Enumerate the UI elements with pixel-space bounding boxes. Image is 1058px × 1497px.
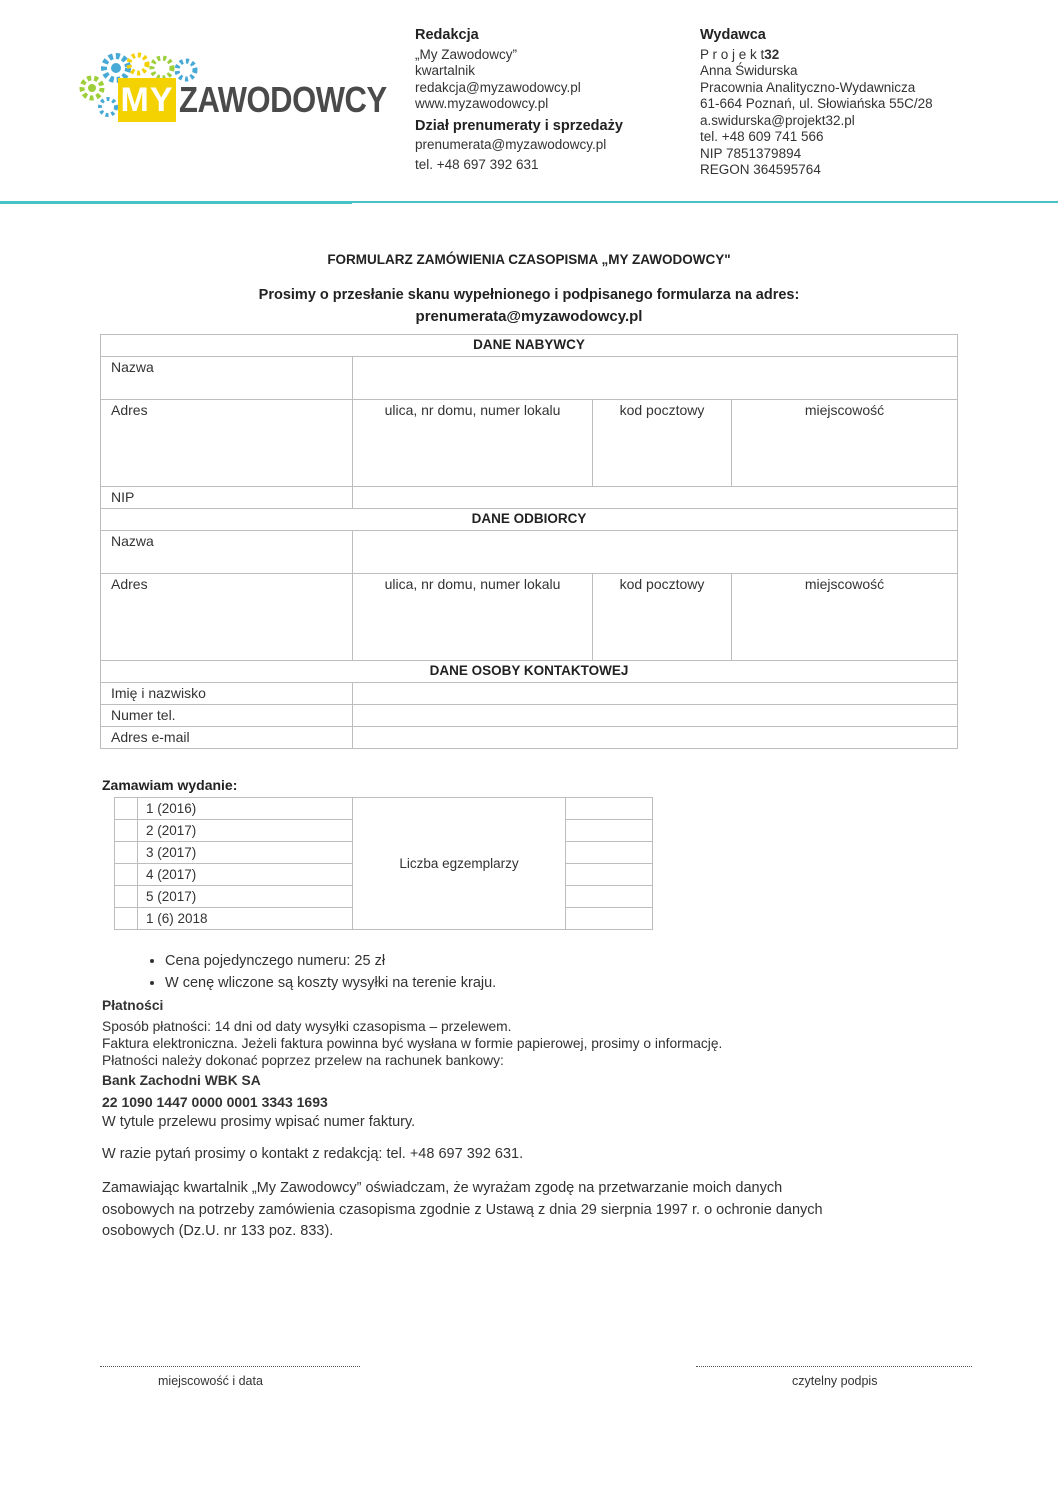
redakcja-block xyxy=(415,27,623,173)
wydawca-brand xyxy=(700,47,933,64)
wydawca-line: NIP 7851379894 xyxy=(700,145,802,161)
price-notes xyxy=(110,950,496,994)
redakcja-line: www.myzawodowcy.pl xyxy=(415,96,549,111)
order-form-table xyxy=(100,334,958,749)
issue-label: 1 (6) 2018 xyxy=(138,908,353,930)
section-odbiorca: DANE ODBIORCY xyxy=(101,509,958,531)
consent-line: osobowych (Dz.U. nr 133 poz. 833). xyxy=(102,1223,334,1239)
issue-label: 4 (2017) xyxy=(138,864,353,886)
redakcja-line: redakcja@myzawodowcy.pl xyxy=(415,79,581,95)
issue-checkbox[interactable] xyxy=(115,864,138,886)
list-item: • Cena pojedynczego numeru: 25 zł xyxy=(165,950,496,972)
copies-field[interactable] xyxy=(566,908,653,930)
copies-field[interactable] xyxy=(566,820,653,842)
tel-field[interactable] xyxy=(353,705,958,727)
wydawca-line: 61-664 Poznań, ul. Słowiańska 55C/28 xyxy=(700,96,933,111)
odbiorca-miejscowosc-field[interactable]: miejscowość xyxy=(732,574,958,661)
dzial-heading: Dział prenumeraty i sprzedaży xyxy=(415,117,623,134)
logo xyxy=(78,52,387,124)
label-nazwa: Nazwa xyxy=(101,357,353,400)
copies-field[interactable] xyxy=(566,864,653,886)
label-adres: Adres xyxy=(101,400,353,487)
payment-title-note: W tytule przelewu prosimy wpisać numer faktury. xyxy=(102,1114,416,1130)
consent-line: Zamawiając kwartalnik „My Zawodowcy” oświadczam, że wyrażam zgodę na przetwarzanie moich danych xyxy=(102,1180,783,1196)
wydawca-line: Anna Świdurska xyxy=(700,63,798,78)
label-email: Adres e-mail xyxy=(101,727,353,749)
redakcja-heading: Redakcja xyxy=(415,27,479,43)
issue-label: 2 (2017) xyxy=(138,820,353,842)
label-tel: Numer tel. xyxy=(101,705,353,727)
wydawca-line: tel. +48 609 741 566 xyxy=(700,129,824,144)
logo-name: ZAWODOWCY xyxy=(179,79,387,120)
wydawca-block xyxy=(700,27,933,179)
brand-num: 32 xyxy=(764,46,780,62)
nabywca-nazwa-field[interactable] xyxy=(353,357,958,400)
subtitle: Prosimy o przesłanie skanu wypełnionego i podpisanego formularza na adres: xyxy=(258,287,800,303)
wydawca-heading: Wydawca xyxy=(700,27,766,43)
nabywca-ulica-field[interactable]: ulica, nr domu, numer lokalu xyxy=(353,400,593,487)
dzial-line: prenumerata@myzawodowcy.pl xyxy=(415,137,607,152)
wydawca-line: a.swidurska@projekt32.pl xyxy=(700,112,855,128)
copies-field[interactable] xyxy=(566,798,653,820)
odbiorca-ulica-field[interactable]: ulica, nr domu, numer lokalu xyxy=(353,574,593,661)
brand-text: P r o j e k t xyxy=(700,46,765,62)
copies-field[interactable] xyxy=(566,842,653,864)
wydawca-line: Pracownia Analityczno-Wydawnicza xyxy=(700,79,916,95)
copies-label: Liczba egzemplarzy xyxy=(353,798,566,930)
copies-field[interactable] xyxy=(566,886,653,908)
section-kontakt: DANE OSOBY KONTAKTOWEJ xyxy=(101,661,958,683)
list-item: • W cenę wliczone są koszty wysyłki na terenie kraju. xyxy=(165,972,496,994)
label-nip: NIP xyxy=(101,487,353,509)
nabywca-kod-field[interactable]: kod pocztowy xyxy=(593,400,732,487)
issue-checkbox[interactable] xyxy=(115,886,138,908)
issue-checkbox[interactable] xyxy=(115,908,138,930)
place-date-line[interactable] xyxy=(100,1366,360,1367)
imie-field[interactable] xyxy=(353,683,958,705)
payments-line: Sposób płatności: 14 dni od daty wysyłki czasopisma – przelewem. xyxy=(102,1019,512,1034)
email-field[interactable] xyxy=(353,727,958,749)
header-divider-accent xyxy=(0,201,352,204)
redakcja-line: kwartalnik xyxy=(415,63,476,78)
signature-line[interactable] xyxy=(696,1366,972,1367)
consent-text xyxy=(102,1178,823,1243)
wydawca-line: REGON 364595764 xyxy=(700,162,821,177)
order-heading: Zamawiam wydanie: xyxy=(102,777,238,793)
label-adres: Adres xyxy=(101,574,353,661)
nip-field[interactable] xyxy=(353,487,958,509)
dzial-line: tel. +48 697 392 631 xyxy=(415,156,539,172)
issue-label: 5 (2017) xyxy=(138,886,353,908)
nabywca-miejscowosc-field[interactable]: miejscowość xyxy=(732,400,958,487)
payments-line: Płatności należy dokonać poprzez przelew na rachunek bankowy: xyxy=(102,1053,504,1068)
signature-label: czytelny podpis xyxy=(792,1374,878,1388)
consent-line: osobowych na potrzeby zamówienia czasopisma zgodnie z Ustawą z dnia 29 sierpnia 1997 r. o ochronie danych xyxy=(102,1201,823,1218)
odbiorca-kod-field[interactable]: kod pocztowy xyxy=(593,574,732,661)
bank-name: Bank Zachodni WBK SA xyxy=(102,1073,261,1088)
label-nazwa: Nazwa xyxy=(101,531,353,574)
label-imie: Imię i nazwisko xyxy=(101,683,353,705)
odbiorca-nazwa-field[interactable] xyxy=(353,531,958,574)
page-title: FORMULARZ ZAMÓWIENIA CZASOPISMA „MY ZAWODOWCY" xyxy=(327,252,731,267)
place-date-label: miejscowość i data xyxy=(158,1374,263,1388)
payments-line: Faktura elektroniczna. Jeżeli faktura powinna być wysłana w formie papierowej, prosimy o informację. xyxy=(102,1036,723,1051)
bank-account: 22 1090 1447 0000 0001 3343 1693 xyxy=(102,1094,328,1110)
issue-label: 1 (2016) xyxy=(138,798,353,820)
contact-note: W razie pytań prosimy o kontakt z redakcją: tel. +48 697 392 631. xyxy=(102,1146,524,1162)
subtitle-email: prenumerata@myzawodowcy.pl xyxy=(415,308,643,325)
issue-checkbox[interactable] xyxy=(115,842,138,864)
section-nabywca: DANE NABYWCY xyxy=(101,335,958,357)
payments-heading: Płatności xyxy=(102,998,164,1013)
logo-my: MY xyxy=(118,78,176,122)
issue-label: 3 (2017) xyxy=(138,842,353,864)
issue-checkbox[interactable] xyxy=(115,798,138,820)
issue-checkbox[interactable] xyxy=(115,820,138,842)
issue-table xyxy=(114,797,653,930)
redakcja-line: „My Zawodowcy” xyxy=(415,46,518,62)
